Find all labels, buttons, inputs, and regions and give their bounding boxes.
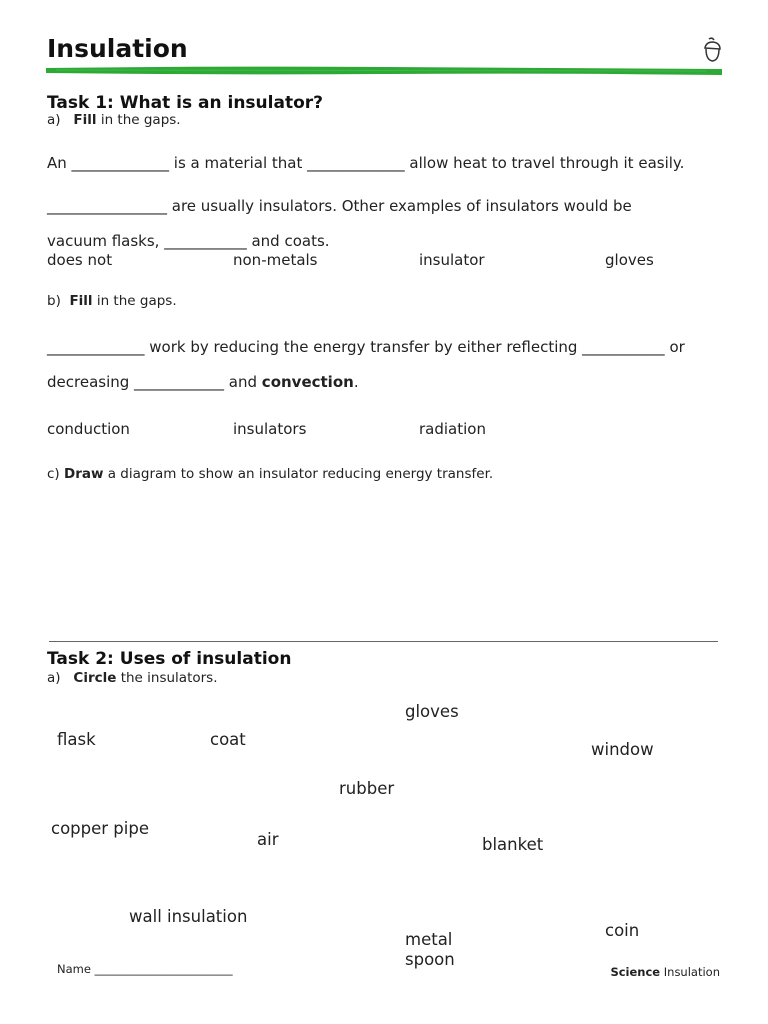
word-bank-a-item: does not — [47, 251, 113, 269]
circle-word[interactable]: window — [591, 740, 654, 759]
word-bank-b-item: radiation — [419, 420, 486, 438]
circle-word[interactable]: coat — [210, 730, 246, 749]
word-bank-a-item: non-metals — [233, 251, 318, 269]
page-title: Insulation — [47, 34, 188, 63]
task1-c-instruction: c) Draw a diagram to show an insulator reducing energy transfer. — [47, 466, 494, 482]
circle-word[interactable]: metal — [405, 930, 453, 949]
circle-word[interactable]: blanket — [482, 835, 544, 854]
task1-line3: vacuum flasks, ___________ and coats. — [47, 232, 330, 250]
word-bank-b-item: conduction — [47, 420, 130, 438]
circle-word[interactable]: coin — [605, 921, 640, 940]
circle-word[interactable]: spoon — [405, 950, 455, 969]
name-field[interactable]: Name ________________________ — [57, 962, 233, 976]
task1-line4: _____________ work by reducing the energy transfer by either reflecting ___________ or — [47, 338, 685, 356]
task1-line2: ________________ are usually insulators. Other examples of insulators would be — [47, 197, 632, 215]
task1-heading: Task 1: What is an insulator? — [47, 93, 323, 113]
word-bank-a-item: gloves — [605, 251, 654, 269]
footer-label: Science Insulation — [610, 965, 720, 979]
circle-word[interactable]: copper pipe — [51, 819, 149, 838]
word-bank-b-item: insulators — [233, 420, 307, 438]
circle-word[interactable]: flask — [57, 730, 96, 749]
task1-line5: decreasing ____________ and convection. — [47, 373, 359, 391]
task2-heading: Task 2: Uses of insulation — [47, 649, 292, 669]
task2-a-instruction: a) Circle the insulators. — [47, 670, 218, 686]
circle-word[interactable]: rubber — [339, 779, 395, 798]
task1-line1: An _____________ is a material that _____________ allow heat to travel through it easily. — [47, 154, 685, 172]
section-divider — [49, 641, 718, 642]
word-bank-a-item: insulator — [419, 251, 485, 269]
circle-word[interactable]: wall insulation — [129, 907, 248, 926]
header-brush-stroke — [46, 64, 722, 78]
circle-word[interactable]: air — [257, 830, 279, 849]
circle-word[interactable]: gloves — [405, 702, 459, 721]
acorn-icon — [700, 36, 724, 64]
task1-a-instruction: a) Fill in the gaps. — [47, 112, 181, 128]
task1-b-instruction: b) Fill in the gaps. — [47, 293, 177, 309]
